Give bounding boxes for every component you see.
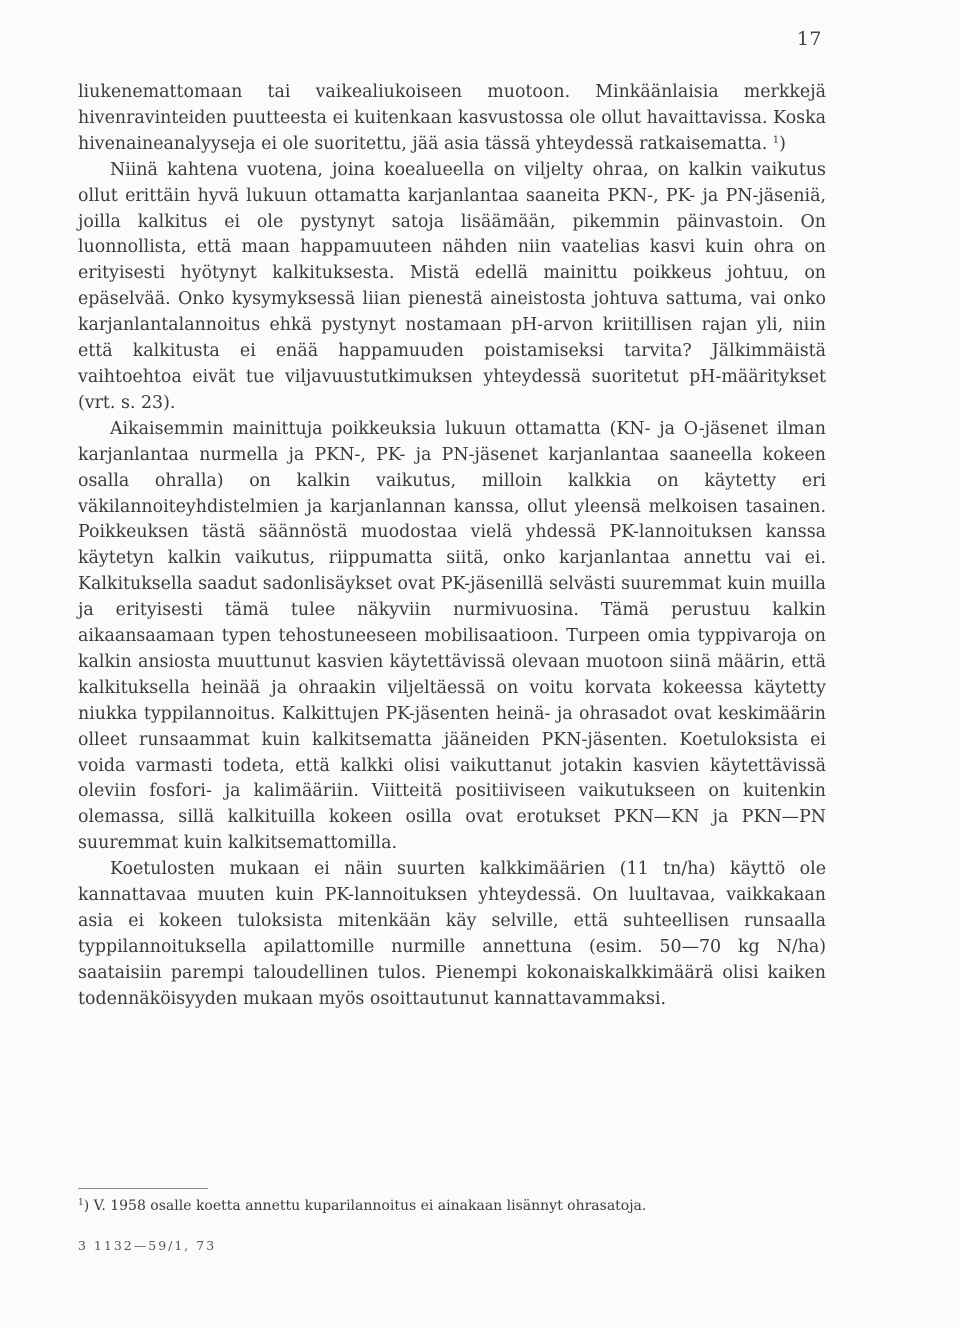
paragraph-2: Niinä kahtena vuotena, joina koealueella on viljelty ohraa, on kalkin vaikutus ollut erittäin hyvä lukuun ottamatta karjanlantaa saaneita PKN-, PK- ja PN-jäseniä, joilla kalkitus ei ole pystynyt satoja lisäämään, pikemmin päinvastoin. On luonnollista, että maan happamuuteen nähden niin vaatelias kasvi kuin ohra on erityisesti hyötynyt kalkituksesta. Mistä edellä mainittu poikkeus johtuu, on epäselvää. Onko kysymyksessä liian pienestä aineistosta johtuva sattuma, vai onko karjanlantalannoitus ehkä pystynyt nostamaan pH-arvon kriitillisen rajan yli, niin että kalkitusta ei enää happamuuden poistamiseksi tarvita? Jälkimmäistä vaihtoehtoa eivät tue viljavuustutkimuksen yhteydessä suoritetut pH-määritykset (vrt. s. 23).	[78, 159, 826, 413]
footnote	[78, 1196, 826, 1216]
paragraph-1-text: liukenemattomaan tai vaikealiukoiseen muotoon. Minkäänlaisia merkkejä hivenravinteiden puutteesta ei kuitenkaan kasvustossa ole ollut havaittavissa. Koska hivenaineanalyyseja ei ole suoritettu, jää asia tässä yhteydessä ratkaisematta.	[78, 82, 826, 154]
page-number: 17	[796, 28, 822, 50]
paragraph-3: Aikaisemmin mainittuja poikkeuksia lukuun ottamatta (KN- ja O-jäsenet ilman karjanlantaa nurmella ja PKN-, PK- ja PN-jäsenet karjanlantaa saaneella kokeen osalla ohralla) on kalkin vaikutus, milloin kalkkia on käytetty eri väkilannoiteyhdistelmien ja karjanlannan kanssa, ollut yleensä melkoisen tasainen. Poikkeuksen tästä säännöstä muodostaa vielä yhdessä PK-lannoituksen kanssa käytetyn kalkin vaikutus, riippumatta siitä, onko karjanlantaa annettu vai ei. Kalkituksella saadut sadonlisäykset ovat PK-jäsenillä selvästi suuremmat kuin muilla ja erityisesti tämä tulee näkyviin nurmivuosina. Tämä perustuu kalkin aikaansaamaan typen tehostuneeseen mobilisaatioon. Turpeen omia typpivaroja on kalkin ansiosta muuttunut kasvien käytettävissä olevaan muotoon siinä määrin, että kalkituksella heinää ja ohraakin viljeltäessä on voitu korvata kokeessa käytetty niukka typpilannoitus. Kalkittujen PK-jäsenten heinä- ja ohrasadot ovat keskimäärin olleet runsaammat kuin kalkitsematta jääneiden PKN-jäsenten. Koetuloksista ei voida varmasti todeta, että kalkki olisi vaikuttanut jotakin kasvien käytettävissä oleviin fosfori- ja kalimääriin. Viitteitä positiiviseen vaikutukseen on kuitenkin olemassa, sillä kalkituilla kokeen osilla ovat erotukset PKN—KN ja PKN—PN suuremmat kuin kalkitsemattomilla.	[78, 418, 826, 854]
footnote-marker: 1	[78, 1198, 84, 1208]
paragraph-4: Koetulosten mukaan ei näin suurten kalkkimäärien (11 tn/ha) käyttö ole kannattavaa muuten kuin PK-lannoituksen yhteydessä. On luultavaa, vaikkakaan asia ei kokeen tuloksista mitenkään käy selville, että suhteellisen runsaalla typpilannoituksella apilattomille nurmille annettuna (esim. 50—70 kg N/ha) saataisiin parempi taloudellinen tulos. Pienempi kokonaiskalkkimäärä olisi kaiken todennäköisyyden mukaan myös osoittautunut kannattavammaksi.	[78, 859, 826, 1009]
footnote-marker-suffix: )	[83, 1198, 90, 1214]
footnote-text: V. 1958 osalle koetta annettu kuparilannoitus ei ainakaan lisännyt ohrasatoja.	[93, 1198, 647, 1214]
paragraph-1	[78, 80, 826, 158]
footnote-divider	[78, 1188, 208, 1189]
body-text	[78, 80, 826, 1013]
printer-mark: 3 1132—59/1, 73	[78, 1238, 217, 1253]
footnote-reference-suffix: )	[779, 133, 786, 154]
footnote-reference[interactable]: 1	[772, 134, 780, 146]
